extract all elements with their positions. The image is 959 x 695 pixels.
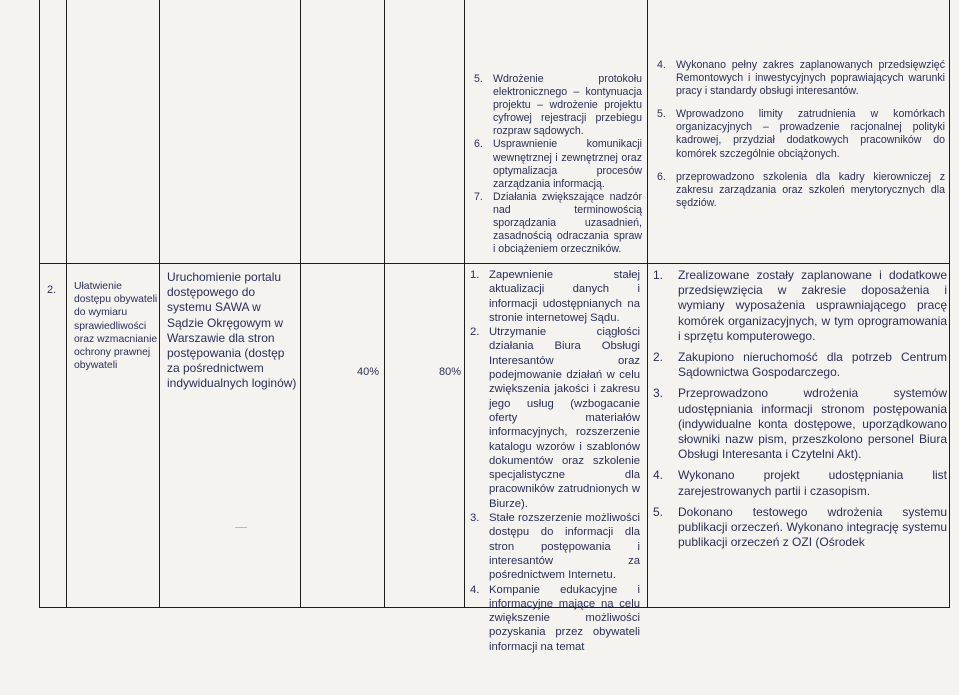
grid-line-v3	[159, 0, 160, 608]
row2-result-cell	[653, 268, 947, 550]
row2-impact-list	[470, 268, 640, 654]
row1-impact-list	[474, 73, 642, 256]
row2-number: 2.	[47, 284, 57, 296]
list-item: 5. Dokonano testowego wdrożenia systemu publikacji orzeczeń. Wykonano integrację systemu publikacji orzeczeń z OZI (Ośrodek	[653, 504, 947, 550]
grid-line-v7	[647, 0, 648, 608]
row1-result-cell	[657, 59, 945, 210]
list-item: 3. Stałe rozszerzenie możliwości dostępu do informacji dla stron postępowania i interesantów za pośrednictwem Internetu.	[470, 512, 640, 582]
row2-goal: Ułatwienie dostępu obywateli do wymiaru sprawiedliwości oraz wzmacnianie ochrony prawnej obywateli	[74, 281, 158, 372]
list-item: 7. Działania zwiększające nadzór nad terminowością sporządzania uzasadnień, zasadnością odraczania spraw i obciążeniem orzeczników.	[474, 190, 642, 256]
list-item: 1. Zapewnienie stałej aktualizacji danych i informacji udostępnianych na stronie internetowej Sądu.	[470, 269, 640, 324]
grid-line-v5	[384, 0, 385, 608]
grid-line-v8	[949, 0, 950, 608]
grid-line-v2	[66, 0, 67, 608]
row2-impact-cell	[470, 268, 640, 654]
list-item: 5. Wprowadzono limity zatrudnienia w komórkach organizacyjnych – prowadzenie racjonalnej polityki kadrowej, przydział dodatkowych pracowników do komórek szczególnie obciążonych.	[657, 108, 945, 160]
list-item: 1. Zrealizowane zostały zaplanowane i dodatkowe przedsięwzięcia w zakresie doposażenia i wymiany wyposażenia usprawniającego pracę komórek organizacyjnych, w tym oprogramowania i sprzętu komputerowego.	[653, 268, 947, 343]
list-item: 6. Usprawnienie komunikacji wewnętrznej i zewnętrznej oraz optymalizacja procesów zarządzania informacją.	[474, 138, 642, 190]
list-item: 4. Wykonano projekt udostępniania list zarejestrowanych partii i czasopism.	[653, 468, 947, 498]
row2-result-list	[653, 268, 947, 550]
list-item: 6. przeprowadzono szkolenia dla kadry kierowniczej z zakresu zarządzania oraz szkoleń merytorycznych dla sędziów.	[657, 170, 945, 209]
row2-value-b: 80%	[439, 366, 462, 378]
grid-line-v1	[39, 0, 40, 608]
row1-result-list	[657, 59, 945, 210]
list-item: 4. Kompanie edukacyjne i informacyjne mające na celu zwiększenie możliwości pozyskania przez obywateli informacji na temat	[470, 583, 640, 653]
row1-impact-cell	[474, 73, 642, 256]
list-item: 2. Zakupiono nieruchomość dla potrzeb Centrum Sądownictwa Gospodarczego.	[653, 350, 947, 380]
grid-line-h-row-split	[39, 263, 950, 264]
list-item: 4. Wykonano pełny zakres zaplanowanych przedsięwzięć Remontowych i inwestycyjnych poprawiających warunki pracy i standardy obsługi interesantów.	[657, 59, 945, 98]
scan-artifact	[235, 527, 247, 528]
row2-value-a: 40%	[357, 366, 380, 378]
list-item: 3. Przeprowadzono wdrożenia systemów udostępniania informacji stronom postępowania (indywidualne konta dostępowe, uporządkowano słowniki nazw pism, przeszkolono personel Biura Obsługi Interesanta i Czytelni Akt).	[653, 386, 947, 462]
list-item: 2. Utrzymanie ciągłości działania Biura Obsługi Interesantów oraz podejmowanie działań w celu zwiększenia jakości i zakresu jego usług (wzbogacanie oferty materiałów informacyjnych, rozszerzenie katalogu wzorów i szablonów dokumentów oraz szkolenie specjalistyczne dla pracowników zatrudnionych w Biurze).	[470, 326, 640, 510]
grid-line-v6	[464, 0, 465, 608]
list-item: 5. Wdrożenie protokołu elektronicznego – kontynuacja projektu – wdrożenie projektu cyfrowej rejestracji przebiegu rozpraw sądowych.	[474, 73, 642, 138]
grid-line-v4	[300, 0, 301, 608]
row2-task: Uruchomienie portalu dostępowego do systemu SAWA w Sądzie Okręgowym w Warszawie dla stron postępowania (dostęp za pośrednictwem indywidualnych loginów)	[167, 270, 297, 391]
